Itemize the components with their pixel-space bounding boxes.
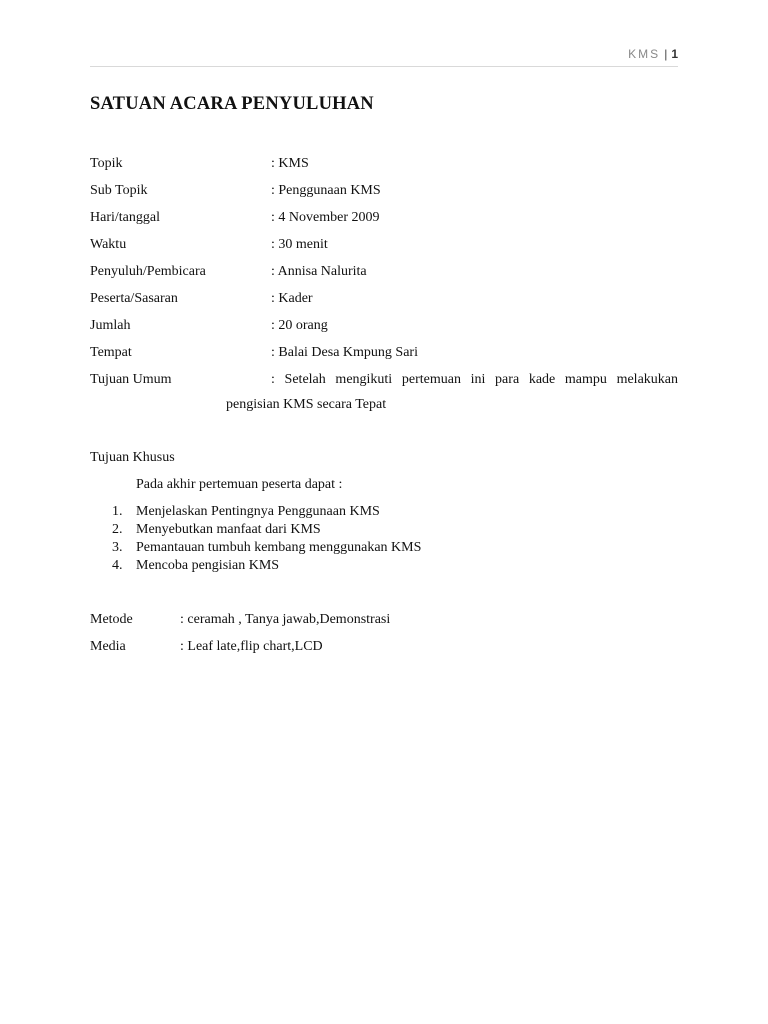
tujuan-khusus-intro: Pada akhir pertemuan peserta dapat : bbox=[136, 477, 343, 492]
metode-row bbox=[90, 610, 390, 637]
info-row-topik bbox=[90, 154, 678, 181]
info-value: : Setelah mengikuti pertemuan ini para kade mampu melakukan bbox=[271, 372, 678, 387]
list-item bbox=[90, 503, 421, 521]
list-text: Mencoba pengisian KMS bbox=[136, 558, 280, 573]
media-row bbox=[90, 637, 390, 664]
info-label: Penyuluh/Pembicara bbox=[90, 264, 206, 279]
info-label: Tujuan Umum bbox=[90, 372, 172, 387]
info-table bbox=[90, 154, 678, 397]
info-row-tempat bbox=[90, 343, 678, 370]
header-text: KMS bbox=[628, 47, 661, 61]
info-row-peserta bbox=[90, 289, 678, 316]
info-row-hari-tanggal bbox=[90, 208, 678, 235]
info-value: : Kader bbox=[271, 291, 313, 306]
list-item bbox=[90, 521, 421, 539]
metode-label: Metode bbox=[90, 612, 133, 627]
info-row-sub-topik bbox=[90, 181, 678, 208]
tujuan-khusus-list bbox=[90, 503, 421, 575]
header-separator: | bbox=[664, 47, 668, 61]
tujuan-umum-continuation: pengisian KMS secara Tepat bbox=[226, 397, 387, 412]
list-number: 3. bbox=[112, 540, 123, 555]
document-title: SATUAN ACARA PENYULUHAN bbox=[90, 94, 374, 114]
media-label: Media bbox=[90, 639, 126, 654]
list-item bbox=[90, 557, 421, 575]
info-label: Sub Topik bbox=[90, 183, 148, 198]
info-label: Hari/tanggal bbox=[90, 210, 160, 225]
info-value: : Penggunaan KMS bbox=[271, 183, 381, 198]
header-rule bbox=[90, 66, 678, 67]
info-label: Waktu bbox=[90, 237, 127, 252]
media-value: : Leaf late,flip chart,LCD bbox=[180, 639, 323, 654]
info-row-waktu bbox=[90, 235, 678, 262]
info-row-jumlah bbox=[90, 316, 678, 343]
info-value: : 4 November 2009 bbox=[271, 210, 380, 225]
info-label: Topik bbox=[90, 156, 123, 171]
list-text: Pemantauan tumbuh kembang menggunakan KMS bbox=[136, 540, 422, 555]
info-label: Peserta/Sasaran bbox=[90, 291, 178, 306]
page-number: 1 bbox=[671, 47, 678, 61]
info-value: : Annisa Nalurita bbox=[271, 264, 367, 279]
info-value: : 20 orang bbox=[271, 318, 328, 333]
list-item bbox=[90, 539, 421, 557]
info-value: : Balai Desa Kmpung Sari bbox=[271, 345, 418, 360]
info-value: : 30 menit bbox=[271, 237, 328, 252]
list-text: Menjelaskan Pentingnya Penggunaan KMS bbox=[136, 504, 380, 519]
metode-media-section bbox=[90, 610, 390, 664]
info-label: Tempat bbox=[90, 345, 132, 360]
metode-value: : ceramah , Tanya jawab,Demonstrasi bbox=[180, 612, 391, 627]
list-number: 1. bbox=[112, 504, 123, 519]
page-header bbox=[628, 47, 678, 61]
info-label: Jumlah bbox=[90, 318, 131, 333]
info-value: : KMS bbox=[271, 156, 309, 171]
tujuan-khusus-heading: Tujuan Khusus bbox=[90, 450, 175, 465]
info-row-tujuan-umum bbox=[90, 370, 678, 397]
list-text: Menyebutkan manfaat dari KMS bbox=[136, 522, 321, 537]
list-number: 4. bbox=[112, 558, 123, 573]
info-row-penyuluh bbox=[90, 262, 678, 289]
list-number: 2. bbox=[112, 522, 123, 537]
